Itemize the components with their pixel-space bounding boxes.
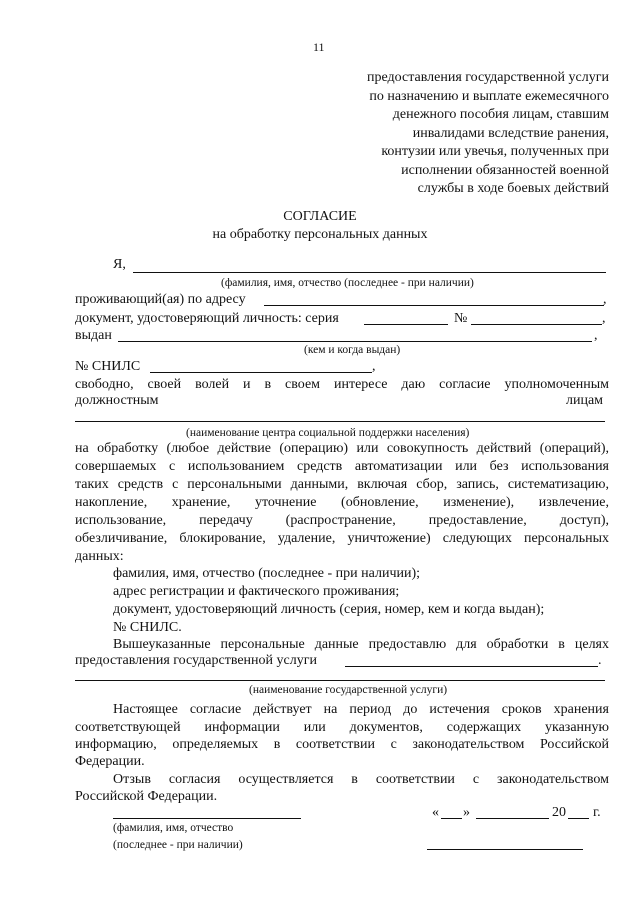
name-hint: (фамилия, имя, отчество <box>113 822 234 834</box>
header-line: контузии или увечья, полученных при <box>381 144 609 159</box>
issued-field[interactable] <box>118 341 592 342</box>
validity-line-last: Федерации. <box>75 754 145 769</box>
day-field[interactable] <box>441 818 462 819</box>
consent-line-right: лицам <box>566 393 604 408</box>
doc-number-field[interactable] <box>471 324 602 325</box>
fio-hint: (фамилия, имя, отчество (последнее - при наличии) <box>221 277 474 289</box>
document-title: СОГЛАСИЕ <box>283 209 357 224</box>
year-prefix: 20 <box>552 805 566 820</box>
service-hint: (наименование государственной услуги) <box>249 684 448 696</box>
purpose-end: . <box>598 653 602 668</box>
validity-line: Настоящее согласие действует на период до истечения сроков хранения <box>113 702 609 717</box>
header-line: по назначению и выплате ежемесячного <box>369 88 609 104</box>
header-line: исполнении обязанностей военной <box>401 162 609 178</box>
i-label: Я, <box>113 257 126 272</box>
data-item: № СНИЛС. <box>113 620 182 635</box>
snils-label: № СНИЛС <box>75 359 141 374</box>
validity-line: информацию, определяемых в соответствии с законодательством Российской <box>75 737 609 752</box>
body-line: совершаемых с использованием средств автоматизации или без использования <box>75 459 609 474</box>
address-comma: , <box>603 292 607 307</box>
purpose-line: Вышеуказанные персональные данные предоставлю для обработки в целях <box>113 637 609 652</box>
year-field[interactable] <box>568 818 589 819</box>
date-close-quote: » <box>463 805 470 820</box>
address-label: проживающий(ая) по адресу <box>75 292 246 307</box>
body-line: таких средств с персональными данными, включая сбор, запись, систематизацию, <box>75 477 609 492</box>
header-line: денежного пособия лицам, ставшим <box>392 107 609 122</box>
header-line: службы в ходе боевых действий <box>417 181 609 196</box>
doc-series-field[interactable] <box>364 324 448 325</box>
revocation-line: Российской Федерации. <box>75 789 218 804</box>
snils-comma: , <box>372 359 376 374</box>
month-field[interactable] <box>476 818 549 819</box>
service-field[interactable] <box>345 666 598 667</box>
date-open-quote: « <box>432 805 439 820</box>
body-line: использование, передачу (распространение, предоставление, доступ), <box>75 513 609 528</box>
consent-line: свободно, своей волей и в своем интересе даю согласие уполномоченным <box>75 377 609 392</box>
signature-field[interactable] <box>427 849 583 850</box>
year-suffix: г. <box>593 805 601 820</box>
center-hint: (наименование центра социальной поддержки населения) <box>186 427 470 439</box>
name-hint: (последнее - при наличии) <box>113 839 243 851</box>
header-block <box>367 69 609 199</box>
body-line-last: данных: <box>75 549 124 564</box>
issued-label: выдан <box>75 328 112 343</box>
consent-line-left: должностным <box>75 393 159 408</box>
fio-field[interactable] <box>133 272 606 273</box>
header-line: инвалидами вследствие ранения, <box>412 125 609 141</box>
body-line: накопление, хранение, уточнение (обновление, изменение), извлечение, <box>75 495 609 510</box>
center-name-field[interactable] <box>75 421 605 422</box>
data-item: документ, удостоверяющий личность (серия, номер, кем и когда выдан); <box>113 602 545 617</box>
purpose-line: предоставления государственной услуги <box>75 653 317 668</box>
doc-comma: , <box>602 311 606 326</box>
data-item: фамилия, имя, отчество (последнее - при наличии); <box>113 566 421 581</box>
issued-comma: , <box>594 328 598 343</box>
revocation-line: Отзыв согласия осуществляется в соответствии с законодательством <box>113 772 609 787</box>
doc-label: документ, удостоверяющий личность: серия <box>75 311 339 326</box>
service-field-continued[interactable] <box>75 680 605 681</box>
body-line: на обработку (любое действие (операцию) или совокупность действий (операций), <box>75 441 609 456</box>
doc-number-label: № <box>454 311 468 326</box>
data-item: адрес регистрации и фактического проживания; <box>113 584 400 599</box>
body-line: обезличивание, блокирование, удаление, уничтожение) следующих персональных <box>75 531 609 546</box>
address-field[interactable] <box>264 305 604 306</box>
header-line: предоставления государственной услуги <box>367 70 609 85</box>
snils-field[interactable] <box>150 372 372 373</box>
document-subtitle: на обработку персональных данных <box>212 227 428 242</box>
validity-line: соответствующей информации или документов, содержащих указанную <box>75 720 609 735</box>
name-signature-field[interactable] <box>113 818 301 819</box>
issued-hint: (кем и когда выдан) <box>304 344 401 356</box>
page-number: 11 <box>313 40 325 54</box>
